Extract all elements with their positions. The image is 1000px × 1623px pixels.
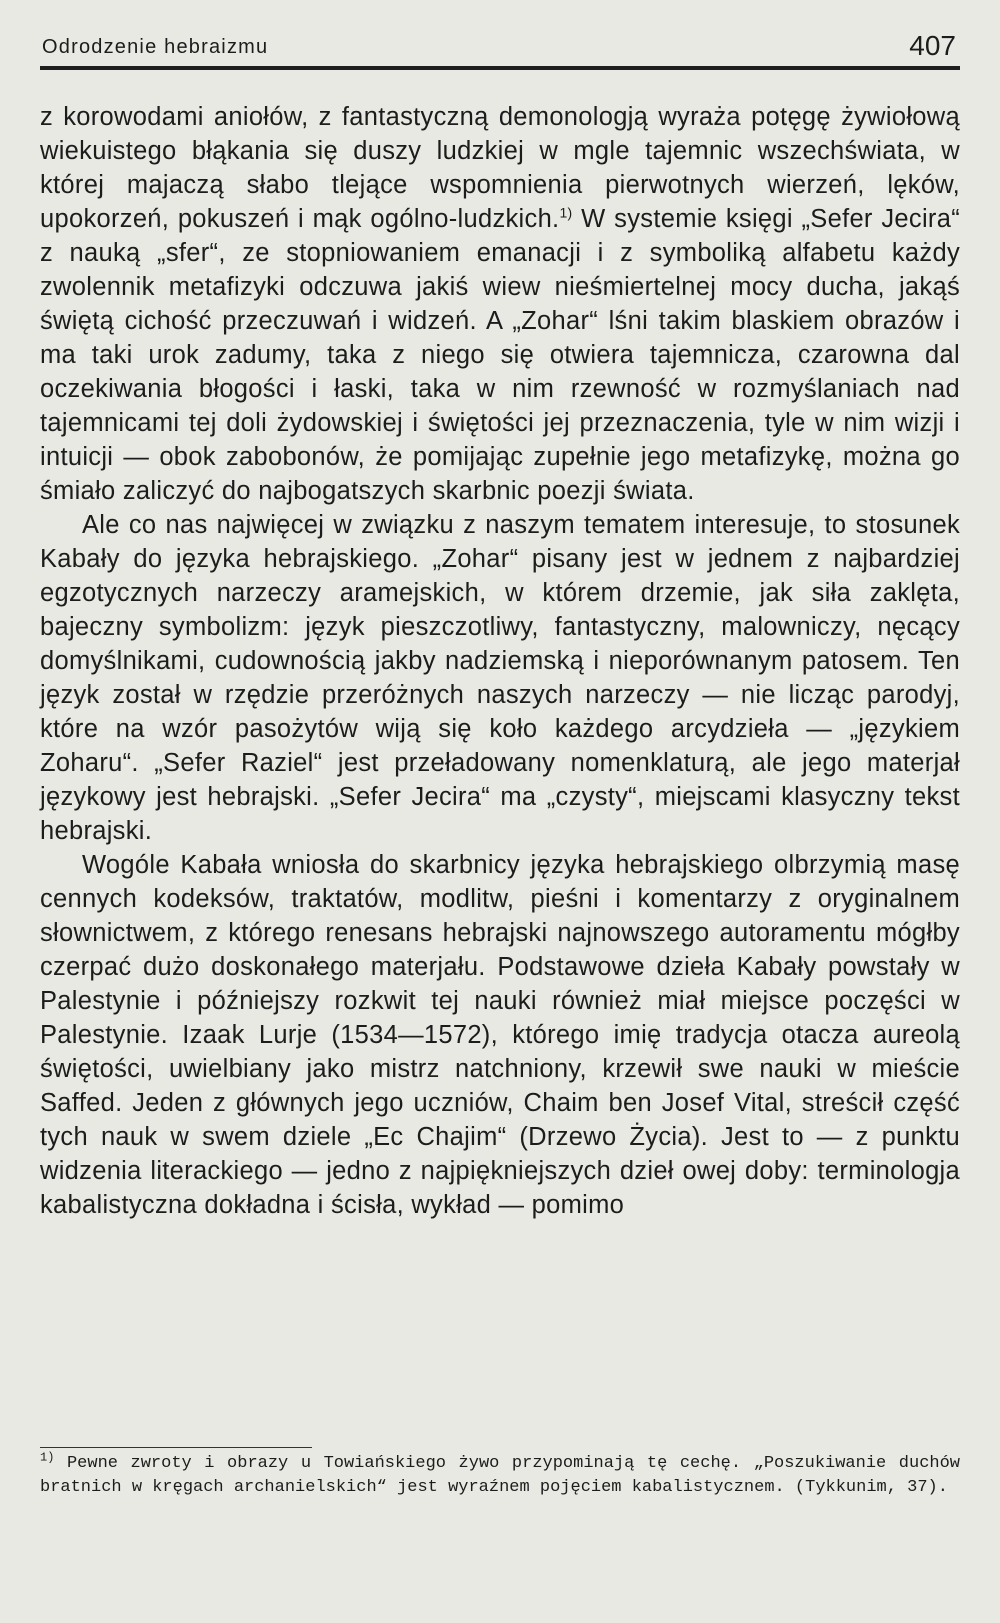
- paragraph-2: Ale co nas najwięcej w związku z naszym tematem interesuje, to stosunek Kabały do języka hebrajskiego. „Zohar“ pisany jest w jednem z najbardziej egzotycznych narzeczy aramejskich, w którem drzemie, jak siła zaklęta, bajeczny symbolizm: język pieszczotliwy, fantastyczny, malowniczy, nęcący domyślnikami, cudownością jakby nadziemską i nieporównanym patosem. Ten język został w rzędzie przeróżnych naszych narzeczy — nie licząc parodyj, które na wzór pasożytów wiją się koło każdego arcydzieła — „językiem Zoharu“. „Sefer Raziel“ jest przeładowany nomenklaturą, ale jego materjał językowy jest hebrajski. „Sefer Jecira“ ma „czysty“, miejscami klasyczny tekst hebrajski.: [40, 511, 960, 845]
- paragraph-1: [40, 100, 960, 508]
- footnote-rule: [40, 1447, 312, 1448]
- footnote-reference: 1): [559, 204, 573, 221]
- header-rule: [40, 66, 960, 70]
- footnote-marker: 1): [40, 1450, 55, 1465]
- running-title: Odrodzenie hebraizmu: [42, 36, 269, 58]
- book-page: [40, 24, 960, 1599]
- footnote: [40, 1452, 960, 1500]
- page-number: 407: [909, 30, 956, 61]
- running-head: [40, 24, 960, 68]
- paragraph-1-text-before-ref: z korowodami aniołów, z fantastyczną demonologją wyraża potęgę żywiołową wiekuistego błąkania się duszy ludzkiej w mgle tajemnic wszechświata, w której majaczą słabo tlejące wspomnienia pierwotnych wierzeń, lęków, upokorzeń, pokuszeń i mąk ogólno-ludzkich.: [40, 103, 960, 233]
- body-text: [40, 100, 960, 1222]
- paragraph-1-text-after-ref: W systemie księgi „Sefer Jecira“ z nauką „sfer“, ze stopniowaniem emanacji i z symboliką alfabetu każdy zwolennik metafizyki odczuwa jakiś wiew nieśmiertelnej mocy ducha, jakąś świętą cichość przeczuwań i widzeń. A „Zohar“ lśni takim blaskiem obrazów i ma taki urok zadumy, taka z niego się otwiera tajemnicza, czarowna dal oczekiwania błogości i łaski, taka w nim rzewność w rozmyślaniach nad tajemnicami tej doli żydowskiej i świętości jej przeznaczenia, tyle w nim wizji i intuicji — obok zabobonów, że pomijając zupełnie jego metafizykę, można go śmiało zaliczyć do najbogatszych skarbnic poezji świata.: [40, 205, 960, 505]
- paragraph-3: Wogóle Kabała wniosła do skarbnicy języka hebrajskiego olbrzymią masę cennych kodeksów, traktatów, modlitw, pieśni i komentarzy z oryginalnem słownictwem, z którego renesans hebrajski najnowszego autoramentu mógłby czerpać dużo doskonałego materjału. Podstawowe dzieła Kabały powstały w Palestynie i późniejszy rozkwit tej nauki również miał miejsce poczęści w Palestynie. Izaak Lurje (1534—1572), którego imię tradycja otacza aureolą świętości, uwielbiany jako mistrz natchniony, krzewił swe nauki w mieście Saffed. Jeden z głównych jego uczniów, Chaim ben Josef Vital, streścił część tych nauk w swem dziele „Ec Chajim“ (Drzewo Życia). Jest to — z punktu widzenia literackiego — jedno z najpiękniejszych dzieł owej doby: terminologja kabalistyczna dokładna i ścisła, wykład — pomimo: [40, 851, 960, 1219]
- footnote-text: Pewne zwroty i obrazy u Towiańskiego żywo przypominają tę cechę. „Poszukiwanie duchów bratnich w kręgach archanielskich“ jest wyraźnem pojęciem kabalistycznem. (Tykkunim, 37).: [40, 1454, 960, 1497]
